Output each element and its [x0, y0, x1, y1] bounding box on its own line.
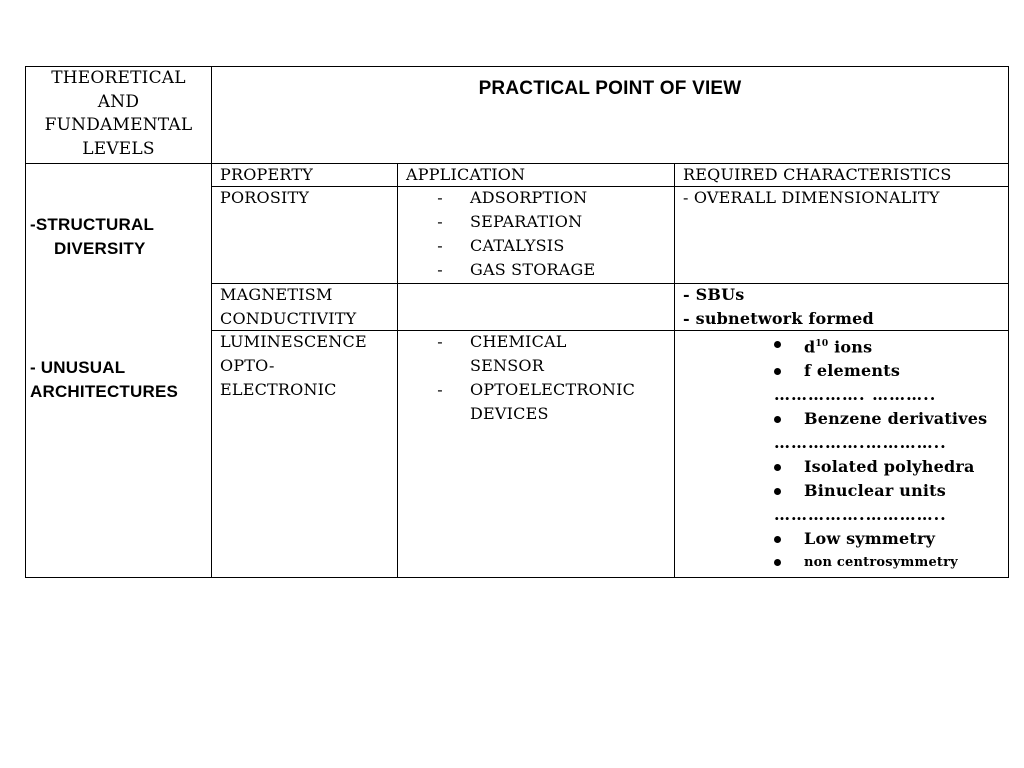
header-line: THEORETICAL: [51, 68, 186, 88]
application-text: OPTOELECTRONIC: [470, 380, 636, 399]
level-unusual-architectures: [30, 356, 210, 404]
bullet-text: Low symmetry: [804, 529, 936, 549]
list-item: [774, 407, 1006, 431]
bullet-icon: [774, 559, 781, 566]
dash-mark: -: [437, 236, 443, 255]
list-item: [430, 378, 670, 402]
row-porosity-applications: [430, 186, 670, 282]
application-text: ADSORPTION: [470, 188, 588, 207]
application-text: CHEMICAL: [470, 332, 567, 351]
header-line: AND: [97, 91, 140, 112]
property-text: POROSITY: [220, 188, 310, 207]
list-item: [430, 234, 670, 258]
header-theoretical: [26, 67, 211, 161]
separator-dots: …………….…………..: [774, 505, 947, 525]
list-item: [430, 402, 670, 426]
header-line: LEVELS: [82, 138, 155, 159]
level-structural-diversity: [30, 213, 210, 261]
application-text: SENSOR: [470, 356, 544, 375]
level-line: STRUCTURAL: [35, 215, 155, 234]
bullet-icon: [774, 536, 781, 543]
comparison-table: [25, 66, 1009, 578]
bullet-text: f elements: [804, 361, 901, 381]
list-item: [774, 527, 1006, 551]
header-practical: PRACTICAL POINT OF VIEW: [478, 78, 742, 99]
dash-mark: -: [437, 212, 443, 231]
column-header-required: REQUIRED CHARACTERISTICS: [683, 165, 952, 184]
column-header-application: APPLICATION: [406, 165, 526, 184]
required-text: - OVERALL DIMENSIONALITY: [683, 188, 940, 207]
bullet-text: Binuclear units: [804, 481, 946, 501]
row-porosity-required: [683, 186, 940, 210]
row-luminescence-required: [774, 332, 1006, 573]
bullet-text: Isolated polyhedra: [804, 457, 975, 477]
list-item: [774, 332, 1006, 359]
bullet-icon: [774, 416, 781, 423]
required-text: - SBUs: [683, 285, 745, 304]
superscript: 10: [815, 339, 829, 349]
bullet-text: d: [804, 337, 816, 357]
level-line: DIVERSITY: [54, 239, 146, 258]
dash-mark: -: [437, 380, 443, 399]
level-line: ARCHITECTURES: [30, 382, 179, 401]
separator-dots: ……………. ………..: [774, 385, 937, 405]
list-item: [774, 551, 1006, 573]
dash-mark: -: [437, 188, 443, 207]
row-luminescence-applications: [430, 330, 670, 426]
row-magnetism-required: [683, 283, 874, 331]
bullet-text: Benzene derivatives: [804, 409, 988, 429]
row-luminescence-property: [220, 330, 367, 402]
dash-mark: -: [437, 332, 443, 351]
level-line: UNUSUAL: [40, 358, 126, 377]
list-item: [430, 210, 670, 234]
divider: [211, 67, 212, 577]
bullet-icon: [774, 368, 781, 375]
property-text: LUMINESCENCE: [220, 332, 367, 351]
dash-prefix: -: [30, 358, 41, 377]
list-item: [430, 258, 670, 282]
dash-prefix: -: [30, 215, 36, 234]
bullet-icon: [774, 488, 781, 495]
column-header-property: PROPERTY: [220, 165, 313, 184]
list-item: [774, 479, 1006, 503]
divider: [397, 163, 398, 577]
application-text: CATALYSIS: [470, 236, 565, 255]
application-text: GAS STORAGE: [470, 260, 596, 279]
header-line: FUNDAMENTAL: [44, 115, 193, 135]
bullet-text: ions: [828, 337, 873, 357]
required-text: - subnetwork formed: [683, 309, 874, 328]
bullet-icon: [774, 341, 781, 348]
list-item: [774, 359, 1006, 383]
application-text: SEPARATION: [470, 212, 583, 231]
dash-mark: -: [437, 260, 443, 279]
divider: [674, 163, 675, 577]
property-text: OPTO-: [220, 356, 275, 375]
list-item: [774, 455, 1006, 479]
list-item: [430, 330, 670, 354]
bullet-text: non centrosymmetry: [804, 555, 958, 571]
row-porosity-property: [220, 186, 309, 210]
row-magnetism-property: [220, 283, 356, 331]
separator-dots: …………….…………..: [774, 433, 947, 453]
list-item: [430, 186, 670, 210]
property-text: MAGNETISM: [220, 285, 333, 304]
list-item: [430, 354, 670, 378]
bullet-icon: [774, 464, 781, 471]
application-text: DEVICES: [470, 404, 549, 423]
property-text: CONDUCTIVITY: [220, 309, 357, 328]
property-text: ELECTRONIC: [220, 380, 337, 399]
